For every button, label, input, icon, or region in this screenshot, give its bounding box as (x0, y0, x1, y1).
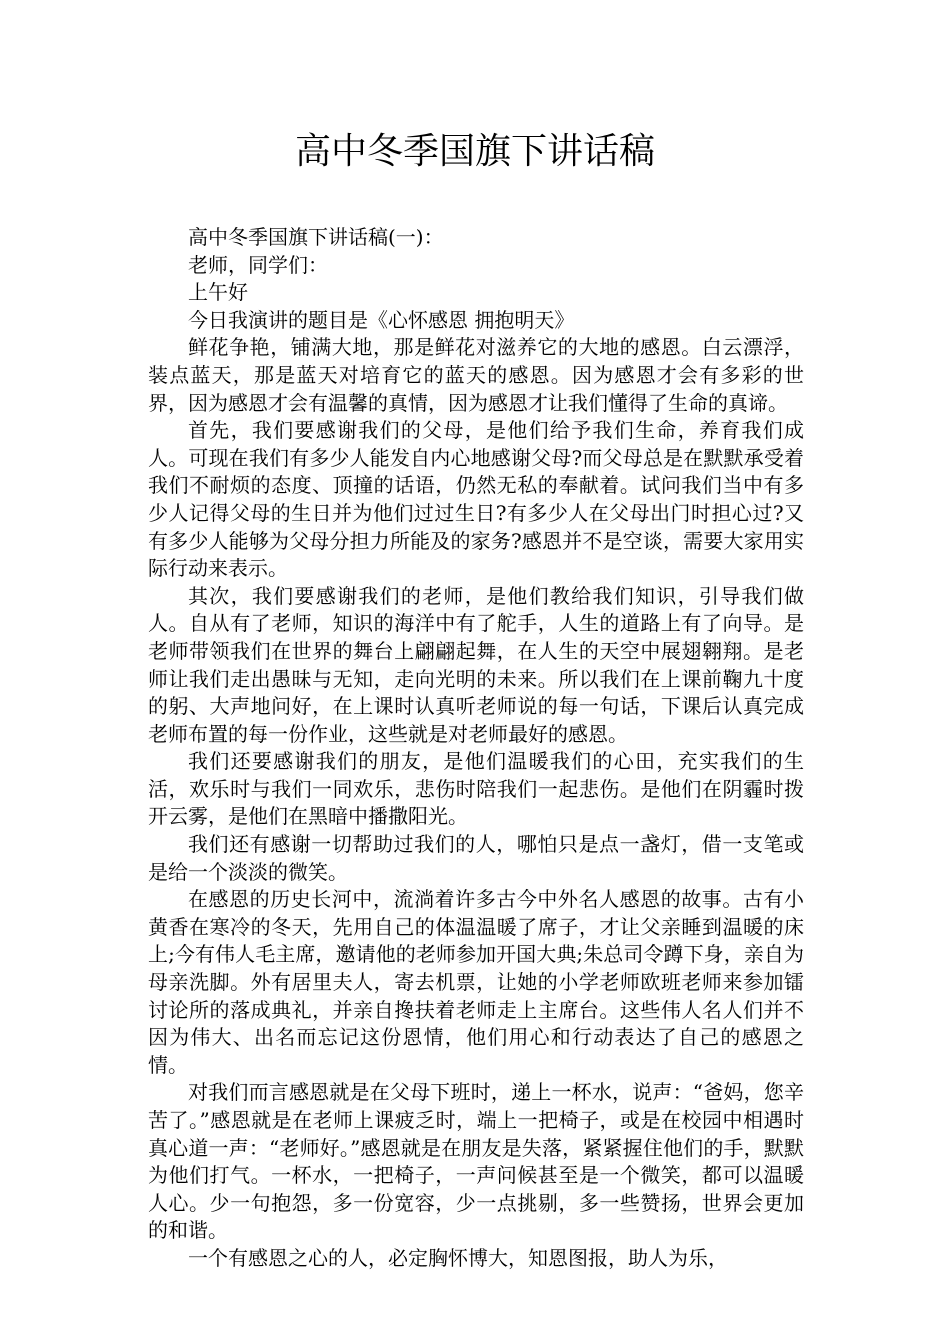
paragraph: 老师，同学们： (188, 252, 328, 277)
paragraph: 鲜花争艳，铺满大地，那是鲜花对滋养它的大地的感恩。白云漂浮，装点蓝天，那是蓝天对培育它的蓝天的感恩。因为感恩才会有多彩的世界，因为感恩才会有温馨的真情，因为感恩才让我们懂得了生命的真谛。 (148, 335, 804, 415)
paragraph: 在感恩的历史长河中，流淌着许多古今中外名人感恩的故事。古有小黄香在寒冷的冬天，先用自己的体温温暖了席子，才让父亲睡到温暖的床上;今有伟人毛主席，邀请他的老师参加开国大典;朱总司令蹲下身，亲自为母亲洗脚。外有居里夫人，寄去机票，让她的小学老师欧班老师来参加镭讨论所的落成典礼，并亲自搀扶着老师走上主席台。这些伟人名人们并不因为伟大、出名而忘记这份恩情，他们用心和行动表达了自己的感恩之情。 (148, 887, 804, 1077)
paragraph: 上午好 (188, 280, 248, 305)
paragraph: 首先，我们要感谢我们的父母，是他们给予我们生命，养育我们成人。可现在我们有多少人能发自内心地感谢父母?而父母总是在默默承受着我们不耐烦的态度、顶撞的话语，仍然无私的奉献着。试问我们当中有多少人记得父母的生日并为他们过过生日?有多少人在父母出门时担心过?又有多少人能够为父母分担力所能及的家务?感恩并不是空谈，需要大家用实际行动来表示。 (148, 418, 804, 581)
paragraph: 今日我演讲的题目是《心怀感恩 拥抱明天》 (188, 307, 575, 332)
paragraph: 我们还有感谢一切帮助过我们的人，哪怕只是点一盏灯，借一支笔或是给一个淡淡的微笑。 (148, 832, 804, 884)
paragraph: 高中冬季国旗下讲话稿(一)： (188, 225, 444, 249)
paragraph: 其次，我们要感谢我们的老师，是他们教给我们知识，引导我们做人。自从有了老师，知识的海洋中有了舵手，人生的道路上有了向导。是老师带领我们在世界的舞台上翩翩起舞，在人生的天空中展翅翱翔。是老师让我们走出愚昧与无知，走向光明的未来。所以我们在上课前鞠九十度的躬、大声地问好，在上课时认真听老师说的每一句话，下课后认真完成老师布置的每一份作业，这些就是对老师最好的感恩。 (148, 583, 804, 746)
paragraph: 对我们而言感恩就是在父母下班时，递上一杯水，说声：“爸妈，您辛苦了。”感恩就是在老师上课疲乏时，端上一把椅子，或是在校园中相遇时真心道一声：“老师好。”感恩就是在朋友是失落，紧紧握住他们的手，默默为他们打气。一杯水，一把椅子，一声问候甚至是一个微笑，都可以温暖人心。少一句抱怨，多一份宽容，少一点挑剔，多一些赞扬，世界会更加的和谐。 (148, 1080, 804, 1243)
paragraph: 一个有感恩之心的人，必定胸怀博大，知恩图报，助人为乐， (188, 1245, 728, 1270)
document-body (148, 224, 804, 1273)
paragraph: 我们还要感谢我们的朋友，是他们温暖我们的心田，充实我们的生活，欢乐时与我们一同欢乐，悲伤时陪我们一起悲伤。是他们在阴霾时拨开云雾，是他们在黑暗中播撒阳光。 (148, 749, 804, 829)
document-title: 高中冬季国旗下讲话稿 (294, 131, 655, 172)
